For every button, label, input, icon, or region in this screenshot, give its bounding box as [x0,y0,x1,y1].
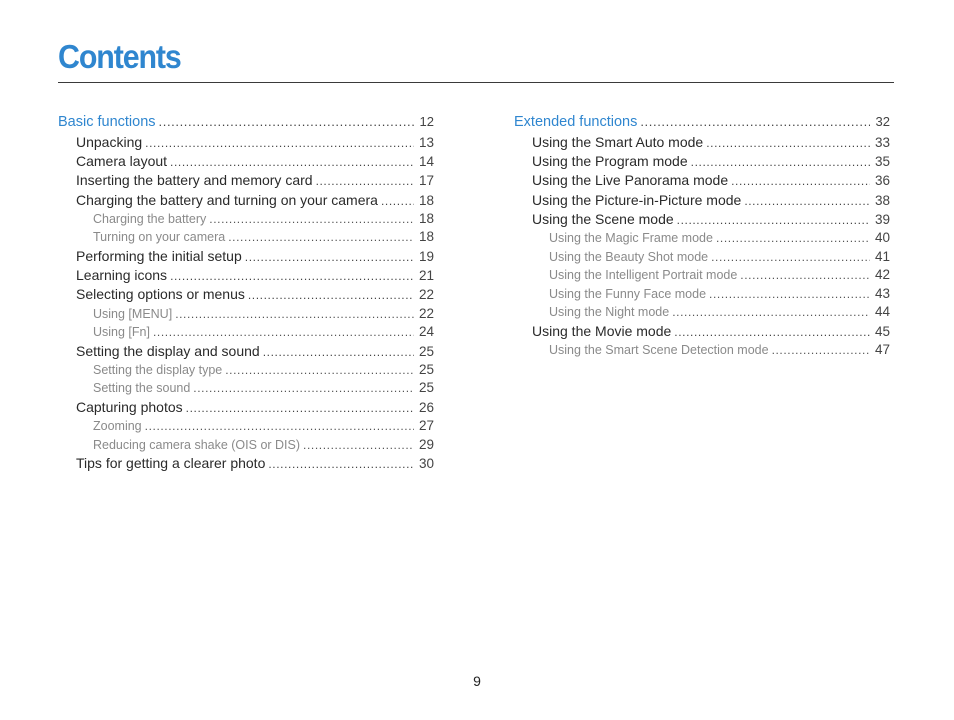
toc-entry-label: Using the Funny Face mode [549,286,707,301]
toc-entry-page: 47 [874,342,890,358]
dot-leader [175,307,414,321]
dot-leader [263,345,414,359]
dot-leader [193,381,414,395]
toc-subentry[interactable] [58,229,434,248]
toc-entry-label: Basic functions [58,114,156,130]
toc-entry-page: 38 [874,192,890,208]
toc-entry-label: Extended functions [514,114,638,130]
toc-subentry[interactable] [58,362,434,381]
dot-leader [159,114,414,129]
toc-entry[interactable] [58,267,434,286]
toc-entry-page: 26 [418,400,434,416]
toc-entry-page: 43 [874,285,890,301]
toc-subentry[interactable] [58,324,434,343]
dot-leader [677,213,870,227]
toc-right-column [514,114,890,361]
toc-entry-label: Using the Scene mode [532,210,674,227]
toc-subentry[interactable] [58,380,434,399]
toc-entry-label: Using the Movie mode [532,322,672,339]
dot-leader [731,174,870,188]
toc-entry-page: 44 [874,304,890,320]
dot-leader [245,250,414,264]
dot-leader [170,155,414,169]
dot-leader [709,287,870,301]
dot-leader [209,212,414,226]
toc-entry-page: 13 [418,135,434,150]
toc-entry-label: Using [Fn] [93,325,150,340]
title-divider [58,82,894,83]
toc-entry-page: 25 [418,343,434,359]
dot-leader [706,136,870,150]
dot-leader [268,457,414,471]
toc-entry-page: 41 [874,248,890,264]
dot-leader [316,174,414,188]
toc-entry-page: 24 [418,324,434,340]
toc-entry-page: 12 [419,114,434,129]
toc-entry-page: 33 [874,135,890,150]
toc-subentry[interactable] [58,211,434,230]
toc-entry-label: Selecting options or menus [76,286,245,303]
toc-entry-page: 18 [418,229,434,245]
toc-entry[interactable] [514,153,890,172]
dot-leader [170,269,414,283]
toc-entry-page: 32 [875,114,890,129]
toc-entry[interactable] [58,172,434,191]
toc-section-heading[interactable] [58,114,434,134]
dot-leader [772,343,870,357]
dot-leader [381,194,414,208]
toc-entry-label: Unpacking [76,134,143,150]
toc-entry-page: 17 [418,173,434,189]
toc-entry-label: Using the Smart Scene Detection mode [549,343,769,358]
toc-entry-page: 18 [418,192,434,208]
toc-entry[interactable] [58,134,434,153]
toc-entry-page: 40 [874,229,890,245]
toc-entry[interactable] [58,248,434,267]
toc-entry-label: Setting the display type [93,362,223,377]
dot-leader [225,363,414,377]
toc-entry-page: 18 [418,210,434,226]
toc-entry-label: Using the Intelligent Portrait mode [549,268,738,283]
toc-entry-page: 25 [418,380,434,396]
toc-entry[interactable] [514,134,890,153]
toc-entry-label: Capturing photos [76,399,183,416]
dot-leader [186,401,414,415]
toc-entry-label: Charging the battery [93,211,207,226]
toc-entry[interactable] [58,192,434,211]
toc-entry-page: 19 [418,248,434,264]
dot-leader [228,230,414,244]
toc-subentry[interactable] [514,286,890,305]
toc-entry-label: Using [MENU] [93,306,173,321]
dot-leader [153,325,414,339]
toc-section-heading[interactable] [514,114,890,134]
toc-entry-label: Using the Smart Auto mode [532,134,704,150]
dot-leader [740,268,870,282]
dot-leader [691,155,870,169]
toc-entry[interactable] [58,153,434,172]
toc-left-column [58,114,434,475]
toc-entry[interactable] [58,399,434,418]
toc-subentry[interactable] [514,304,890,323]
dot-leader [672,305,870,319]
dot-leader [640,114,870,129]
toc-entry-page: 36 [874,173,890,189]
toc-entry-label: Learning icons [76,267,168,284]
toc-subentry[interactable] [58,418,434,437]
toc-entry[interactable] [58,455,434,474]
page-number: 9 [473,673,481,689]
toc-subentry[interactable] [514,267,890,286]
dot-leader [674,325,870,339]
toc-entry-page: 29 [418,436,434,452]
toc-entry-label: Camera layout [76,153,168,170]
toc-entry-label: Charging the battery and turning on your camera [76,191,378,208]
toc-entry-label: Turning on your camera [93,230,226,245]
toc-entry-page: 22 [418,305,434,321]
toc-entry[interactable] [514,323,890,342]
toc-entry[interactable] [58,286,434,305]
toc-entry-page: 25 [418,361,434,377]
toc-entry-page: 21 [418,268,434,284]
toc-entry-page: 42 [874,267,890,283]
toc-entry-label: Using the Magic Frame mode [549,230,713,245]
toc-entry-label: Using the Beauty Shot mode [549,249,709,264]
toc-entry[interactable] [514,211,890,230]
toc-subentry[interactable] [58,437,434,456]
dot-leader [303,438,414,452]
toc-entry-page: 45 [874,323,890,339]
toc-entry-page: 30 [418,456,434,472]
toc-entry-label: Reducing camera shake (OIS or DIS) [93,437,301,452]
toc-subentry[interactable] [58,306,434,325]
toc-entry-page: 22 [418,287,434,303]
toc-entry-label: Using the Picture-in-Picture mode [532,191,742,208]
toc-entry-label: Using the Live Panorama mode [532,172,729,189]
dot-leader [711,250,870,264]
dot-leader [145,419,414,433]
toc-subentry[interactable] [514,249,890,268]
toc-entry[interactable] [514,192,890,211]
toc-entry-page: 14 [418,154,434,170]
toc-entry-page: 35 [874,154,890,170]
page-title: Contents [58,38,181,75]
toc-entry-label: Performing the initial setup [76,247,242,264]
toc-subentry[interactable] [514,230,890,249]
toc-entry-label: Using the Night mode [549,305,670,320]
toc-entry-label: Zooming [93,419,142,434]
toc-entry-label: Using the Program mode [532,153,688,170]
toc-entry-label: Setting the sound [93,381,191,396]
toc-entry[interactable] [514,172,890,191]
toc-entry-page: 27 [418,418,434,434]
toc-entry-label: Inserting the battery and memory card [76,172,313,189]
dot-leader [716,231,870,245]
toc-entry[interactable] [58,343,434,362]
dot-leader [744,194,870,208]
dot-leader [145,136,414,150]
dot-leader [248,288,414,302]
toc-subentry[interactable] [514,342,890,361]
toc-entry-label: Setting the display and sound [76,342,260,359]
toc-entry-page: 39 [874,211,890,227]
toc-entry-label: Tips for getting a clearer photo [76,455,266,472]
